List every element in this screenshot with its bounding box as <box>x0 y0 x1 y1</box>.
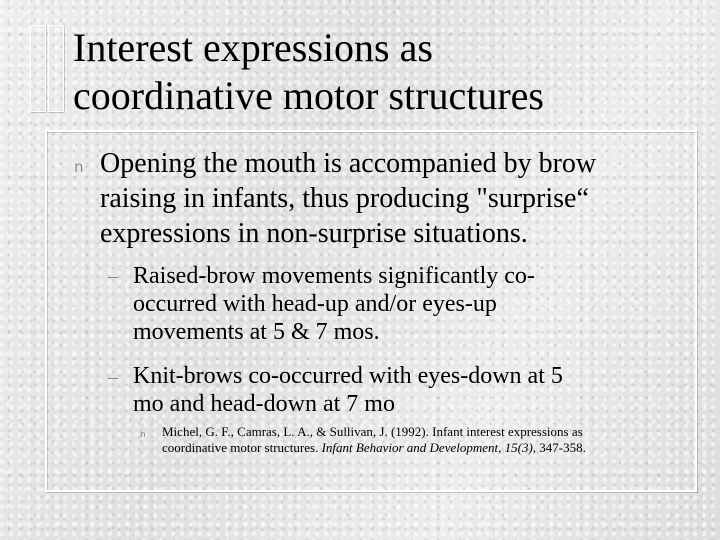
sub-bullet-1-line-2: occurred with head-up and/or eyes-up <box>133 291 497 317</box>
reference-pages: , 347-358. <box>532 440 586 455</box>
main-bullet-line-2: raising in infants, thus producing "surprise“ <box>100 183 589 214</box>
dash-marker-icon: – <box>108 366 118 388</box>
frame-line-top <box>45 130 697 132</box>
slide-title <box>73 24 693 120</box>
sub-bullet-1 <box>133 262 693 346</box>
reference-journal: Infant Behavior and Development, 15(3) <box>321 440 533 455</box>
sub-bullet-2-line-2: mo and head-down at 7 mo <box>133 391 395 417</box>
sub-bullet-2-line-1: Knit-brows co-occurred with eyes-down at 5 <box>133 363 563 389</box>
title-line-1: Interest expressions as <box>73 25 433 70</box>
reference-line-2 <box>162 440 692 456</box>
reference-marker-icon: n <box>140 430 146 440</box>
dash-marker-icon: – <box>108 265 118 287</box>
reference-citation <box>162 424 692 456</box>
main-bullet-line-3: expressions in non-surprise situations. <box>100 218 528 249</box>
sub-bullet-1-line-1: Raised-brow movements significantly co- <box>133 263 535 289</box>
sub-bullet-1-line-3: movements at 5 & 7 mos. <box>133 319 380 345</box>
main-bullet-line-1: Opening the mouth is accompanied by brow <box>100 148 597 179</box>
frame-line-left <box>45 130 47 490</box>
bullet-marker-icon: n <box>74 158 84 176</box>
frame-line-bottom <box>45 490 697 492</box>
reference-line-1: Michel, G. F., Camras, L. A., & Sullivan, J. (1992). Infant interest expressions as <box>162 424 583 439</box>
title-accent-bar-right <box>48 25 64 112</box>
reference-prefix: coordinative motor structures. <box>162 440 322 455</box>
sub-bullet-2 <box>133 362 693 418</box>
title-accent-bar-left <box>30 25 46 112</box>
main-bullet-text <box>100 146 700 251</box>
title-line-2: coordinative motor structures <box>73 73 544 118</box>
